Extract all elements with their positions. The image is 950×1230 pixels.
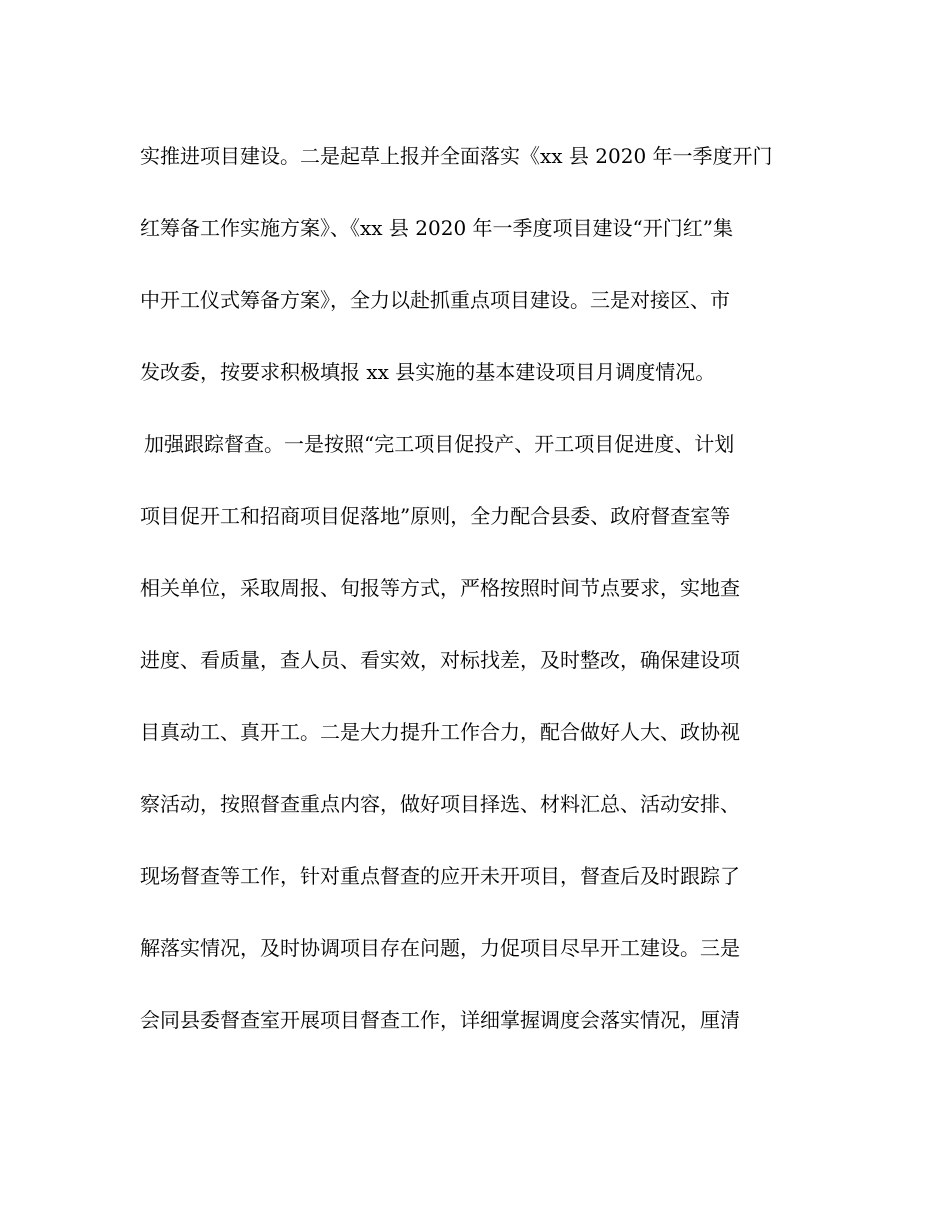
text-line: 现场督查等工作，针对重点督查的应开未开项目，督查后及时跟踪了 [140,864,740,888]
text-line: 会同县委督查室开展项目督查工作，详细掌握调度会落实情况，厘清 [140,1008,740,1032]
text-line: 项目促开工和招商项目促落地”原则，全力配合县委、政府督查室等 [140,504,731,528]
body-text [140,120,820,1056]
text-line: 察活动，按照督查重点内容，做好项目择选、材料汇总、活动安排、 [140,792,740,816]
text-line: 相关单位，采取周报、旬报等方式，严格按照时间节点要求，实地查 [140,576,740,600]
text-line: 解落实情况，及时协调项目存在问题，力促项目尽早开工建设。三是 [140,936,740,960]
text-line: 中开工仪式筹备方案》，全力以赴抓重点项目建设。三是对接区、市 [140,288,730,312]
text-line: 发改委，按要求积极填报 xx 县实施的基本建设项目月调度情况。 [140,360,716,384]
text-line: 实推进项目建设。二是起草上报并全面落实《xx 县 2020 年一季度开门 [140,144,773,168]
text-line: 加强跟踪督查。一是按照“完工项目促投产、开工项目促进度、计划 [144,432,735,456]
text-line: 红筹备工作实施方案》、《xx 县 2020 年一季度项目建设“开门红”集 [140,216,733,240]
text-line: 目真动工、真开工。二是大力提升工作合力，配合做好人大、政协视 [140,720,740,744]
text-line: 进度、看质量，查人员、看实效，对标找差，及时整改，确保建设项 [140,648,740,672]
